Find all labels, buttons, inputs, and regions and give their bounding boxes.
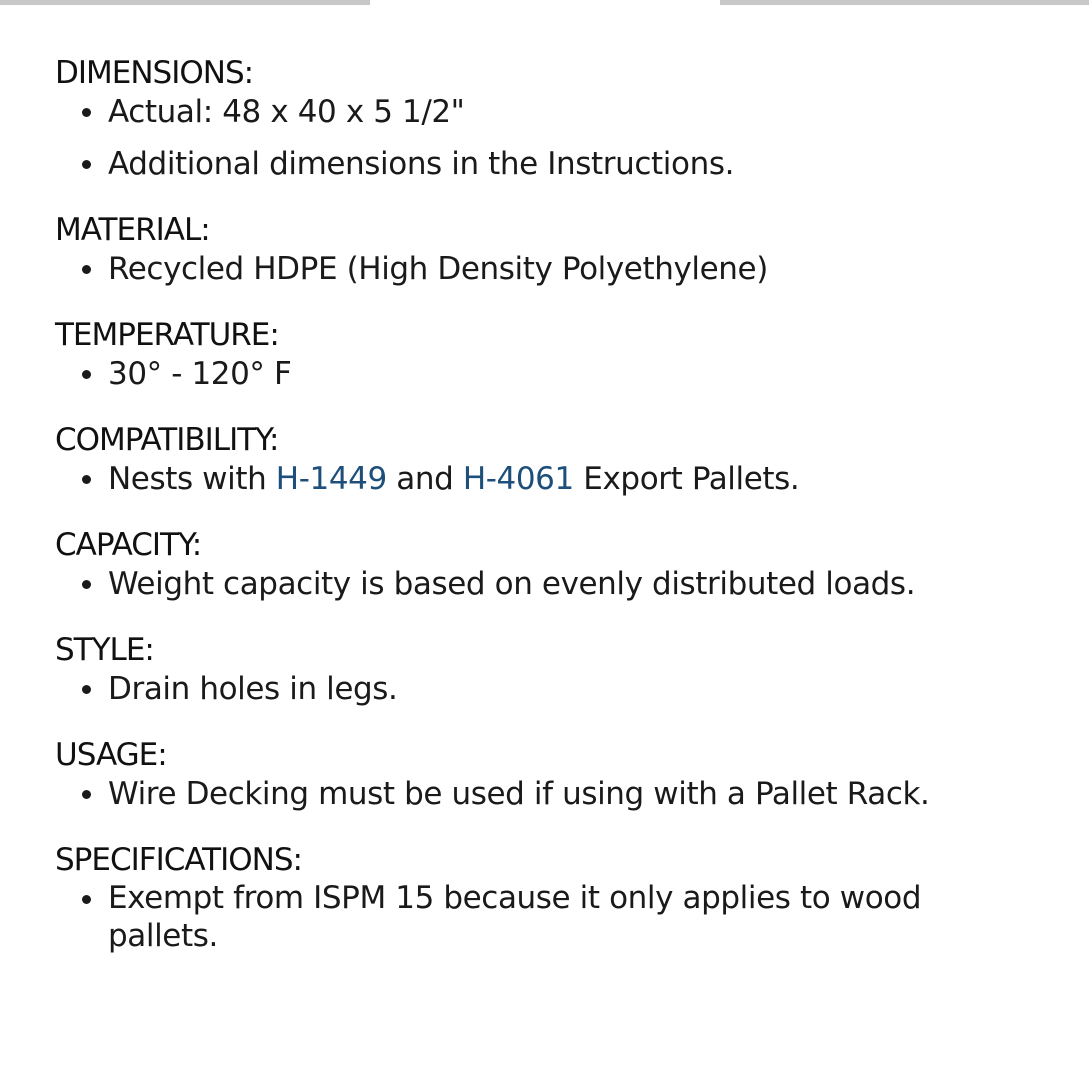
compat-prefix-text: Nests with — [108, 461, 276, 497]
list-item — [55, 249, 1055, 289]
list-item-text: Weight capacity is based on evenly distributed loads. — [108, 566, 916, 602]
bullet-list — [55, 249, 1055, 289]
bullet-list — [55, 459, 1055, 499]
section-heading: TEMPERATURE: — [55, 317, 279, 353]
list-item — [55, 879, 1055, 955]
section-specifications — [55, 842, 1055, 955]
list-item — [55, 354, 1055, 394]
list-item — [55, 774, 1055, 814]
bullet-list — [55, 564, 1055, 604]
bullet-icon — [82, 370, 91, 379]
list-item — [55, 669, 1055, 709]
bullet-icon — [82, 475, 91, 484]
compat-middle-text: and — [386, 461, 463, 497]
section-heading: USAGE: — [55, 737, 167, 773]
section-heading: MATERIAL: — [55, 212, 210, 248]
section-usage — [55, 737, 1055, 814]
section-heading: SPECIFICATIONS: — [55, 842, 302, 878]
h-4061-link[interactable]: H-4061 — [462, 461, 574, 497]
bullet-icon — [82, 160, 91, 169]
section-heading: DIMENSIONS: — [55, 55, 254, 91]
top-divider-left — [0, 0, 370, 5]
list-item-text: Exempt from ISPM 15 because it only applies to wood pallets. — [108, 880, 922, 954]
section-dimensions — [55, 55, 1055, 184]
list-item-text: 30° - 120° F — [108, 356, 292, 392]
bullet-icon — [82, 790, 91, 799]
section-compatibility — [55, 422, 1055, 499]
list-item — [55, 92, 1055, 132]
section-material — [55, 212, 1055, 289]
section-heading: COMPATIBILITY: — [55, 422, 279, 458]
section-heading: STYLE: — [55, 632, 154, 668]
section-style — [55, 632, 1055, 709]
list-item — [55, 459, 1055, 499]
bullet-icon — [82, 265, 91, 274]
list-item-text: Actual: 48 x 40 x 5 1/2" — [108, 94, 465, 130]
product-specifications — [55, 55, 1055, 983]
bullet-icon — [82, 685, 91, 694]
bullet-list — [55, 354, 1055, 394]
bullet-list — [55, 879, 1055, 955]
section-temperature — [55, 317, 1055, 394]
bullet-list — [55, 774, 1055, 814]
bullet-icon — [82, 895, 91, 904]
compat-suffix-text: Export Pallets. — [573, 461, 800, 497]
section-heading: CAPACITY: — [55, 527, 202, 563]
section-capacity — [55, 527, 1055, 604]
top-divider-right — [720, 0, 1089, 5]
list-item-text: Wire Decking must be used if using with a Pallet Rack. — [108, 776, 930, 812]
list-item-text: Drain holes in legs. — [108, 671, 398, 707]
list-item-text: Recycled HDPE (High Density Polyethylene) — [108, 251, 768, 287]
bullet-icon — [82, 108, 91, 117]
list-item — [55, 144, 1055, 184]
bullet-list — [55, 92, 1055, 184]
bullet-icon — [82, 580, 91, 589]
list-item-text: Additional dimensions in the Instructions. — [108, 146, 735, 182]
list-item — [55, 564, 1055, 604]
h-1449-link[interactable]: H-1449 — [275, 461, 387, 497]
bullet-list — [55, 669, 1055, 709]
